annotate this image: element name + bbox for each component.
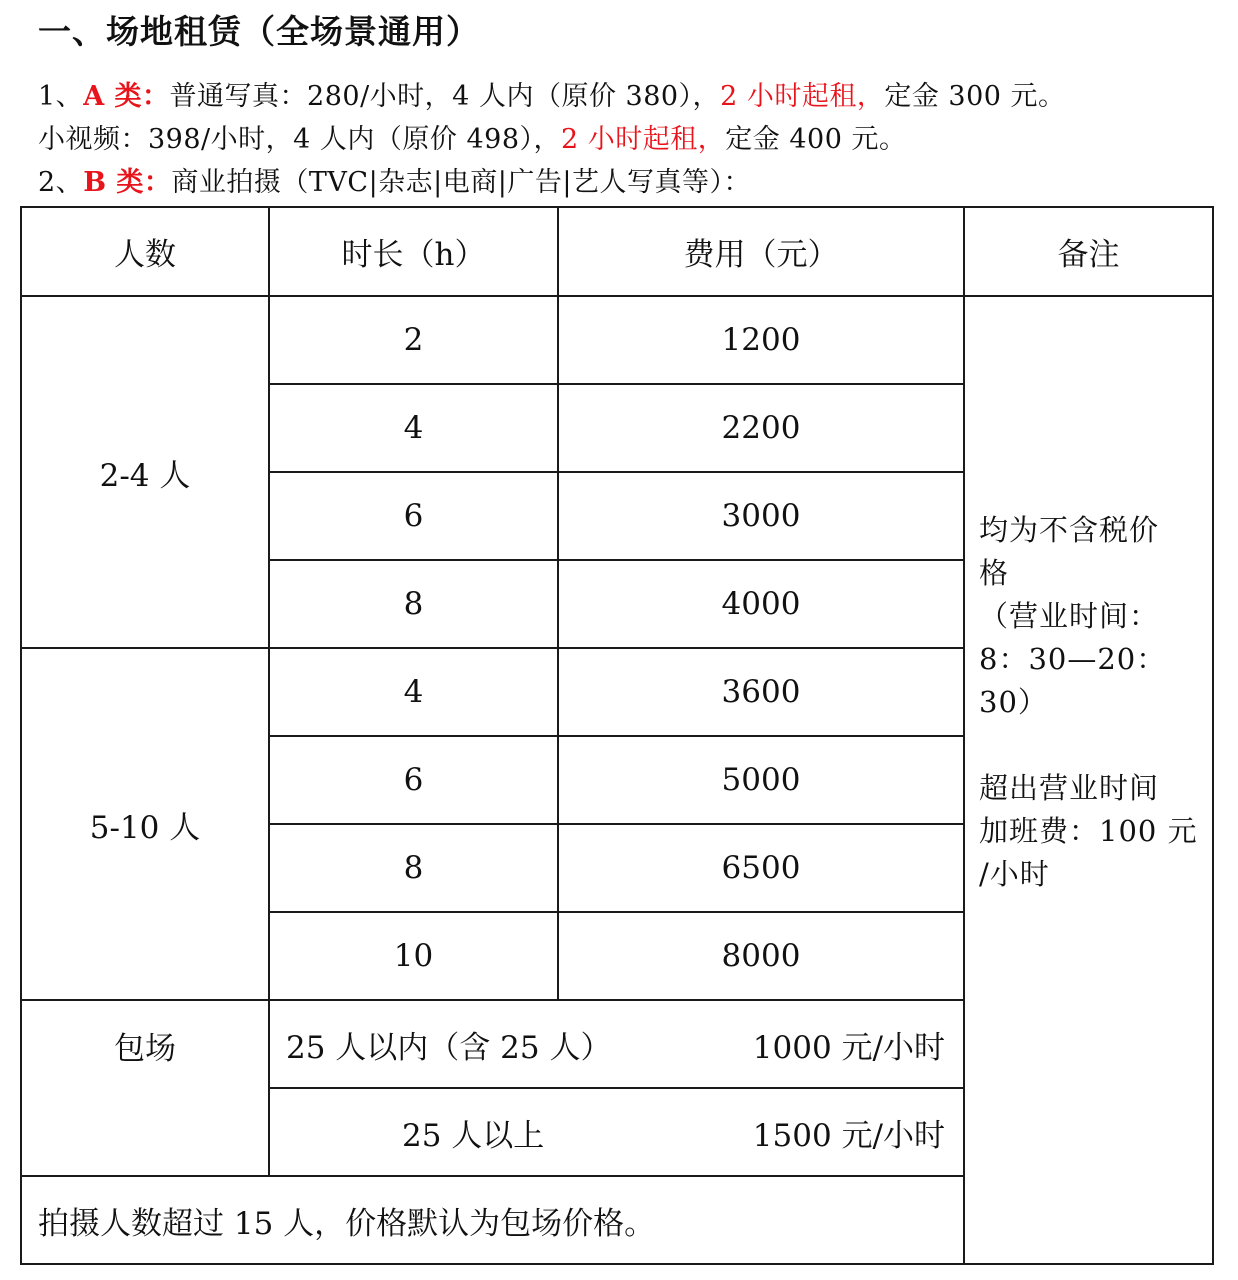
remark-line: 超出营业时间 [979, 771, 1160, 805]
class-a-index: 1、 [38, 81, 84, 112]
class-b-line [38, 162, 751, 204]
class-a-video-text: 小视频：398/小时，4 人内（原价 498）， [38, 124, 562, 155]
class-a-video-deposit: 定金 400 元。 [725, 124, 907, 155]
class-b-desc: 商业拍摄（TVC|杂志|电商|广告|艺人写真等）： [171, 167, 751, 198]
header-people: 人数 [21, 207, 269, 296]
package-cell [269, 1000, 964, 1088]
fee-cell: 4000 [558, 560, 964, 648]
fee-cell: 3000 [558, 472, 964, 560]
header-duration: 时长（h） [269, 207, 558, 296]
remark-line: 加班费：100 元 [979, 814, 1198, 848]
fee-cell: 2200 [558, 384, 964, 472]
remark-line: 8：30—20：30） [979, 642, 1167, 719]
hours-cell: 10 [269, 912, 558, 1000]
package-condition: 25 人以上 [402, 1117, 545, 1154]
fee-cell: 8000 [558, 912, 964, 1000]
fee-cell: 1200 [558, 296, 964, 384]
class-a-photo-text: 普通写真：280/小时，4 人内（原价 380）， [169, 81, 721, 112]
class-a-label: A 类： [83, 81, 170, 112]
package-condition: 25 人以内（含 25 人） [286, 1029, 612, 1066]
remark-line: 格 [979, 556, 1010, 590]
table-row [21, 296, 1213, 384]
fee-cell: 5000 [558, 736, 964, 824]
class-a-line-2 [38, 119, 906, 161]
class-a-line-1 [38, 76, 1066, 118]
remark-spacer [979, 724, 1204, 767]
hours-cell: 4 [269, 384, 558, 472]
class-b-label: B 类： [83, 167, 172, 198]
remark-cell [964, 296, 1213, 1264]
remark-line: （营业时间： [979, 599, 1160, 633]
header-fee: 费用（元） [558, 207, 964, 296]
class-a-video-min-hours: 2 小时起租， [561, 124, 726, 155]
hours-cell: 2 [269, 296, 558, 384]
remark-line: /小时 [979, 857, 1050, 891]
hours-cell: 6 [269, 472, 558, 560]
header-remark: 备注 [964, 207, 1213, 296]
package-price: 1000 元/小时 [752, 1029, 945, 1066]
class-a-photo-min-hours: 2 小时起租， [720, 81, 885, 112]
package-row [286, 1022, 945, 1067]
group-people-5-10: 5-10 人 [21, 648, 269, 1000]
remark-line: 均为不含税价 [979, 513, 1160, 547]
package-label: 包场 [21, 1000, 269, 1176]
class-a-photo-deposit: 定金 300 元。 [884, 81, 1066, 112]
fee-cell: 6500 [558, 824, 964, 912]
hours-cell: 6 [269, 736, 558, 824]
class-b-index: 2、 [38, 167, 84, 198]
package-cell [269, 1088, 964, 1176]
hours-cell: 8 [269, 824, 558, 912]
hours-cell: 4 [269, 648, 558, 736]
hours-cell: 8 [269, 560, 558, 648]
table-header-row [21, 207, 1213, 296]
package-price: 1500 元/小时 [752, 1117, 945, 1154]
group-people-2-4: 2-4 人 [21, 296, 269, 648]
footnote-cell: 拍摄人数超过 15 人，价格默认为包场价格。 [21, 1176, 964, 1264]
pricing-table [20, 206, 1214, 1265]
fee-cell: 3600 [558, 648, 964, 736]
package-row [286, 1110, 945, 1155]
section-heading: 一、场地租赁（全场景通用） [38, 12, 480, 51]
